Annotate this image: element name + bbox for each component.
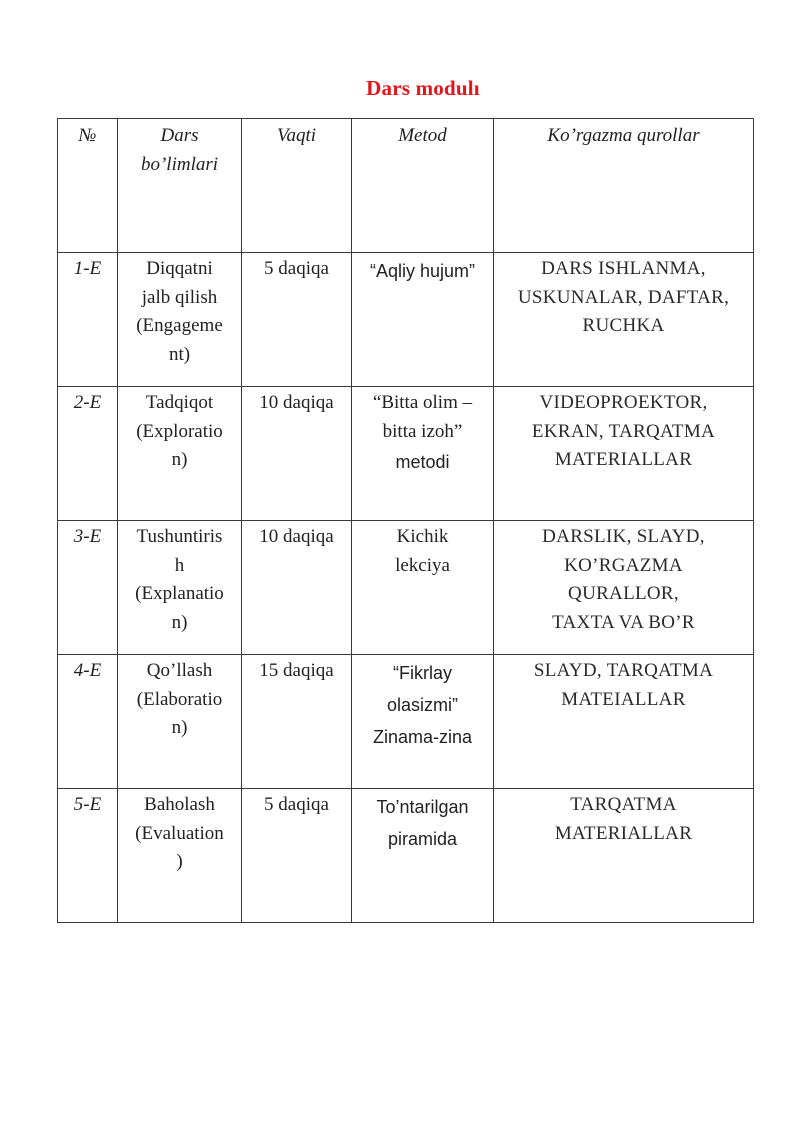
section-cell [118, 387, 242, 521]
table-header-row [58, 119, 754, 253]
document-title: Dars modulı [366, 76, 480, 100]
method-line: Zinama-zina [372, 727, 473, 747]
method-cell [352, 253, 494, 387]
time-cell: 5 daqiqa [242, 253, 352, 387]
method-cell [352, 387, 494, 521]
materials-line: DARSLIK, SLAYD, [542, 526, 705, 547]
section-line: (Engageme [136, 315, 223, 336]
materials-line: USKUNALAR, DAFTAR, [517, 286, 730, 308]
table-row [58, 789, 754, 923]
materials-line: VIDEOPROEKTOR, [539, 392, 708, 413]
materials-cell [494, 387, 754, 521]
method-line: olasizmi” [386, 695, 458, 715]
method-cell [352, 789, 494, 923]
materials-line: RUCHKA [582, 315, 665, 336]
time-cell: 10 daqiqa [242, 521, 352, 655]
header-time: Vaqti [242, 119, 352, 253]
row-number: 3-E [58, 521, 118, 655]
materials-cell [494, 655, 754, 789]
materials-line: TARQATMA [570, 794, 677, 815]
materials-line: QURALLOR, [568, 583, 679, 604]
method-line: Kichik [396, 526, 449, 547]
table-row [58, 521, 754, 655]
lesson-module-table [57, 118, 754, 923]
section-cell [118, 521, 242, 655]
method-cell [352, 521, 494, 655]
table-row [58, 387, 754, 521]
section-line: Qo’llash [146, 660, 213, 681]
materials-cell [494, 253, 754, 387]
section-line: n) [171, 717, 188, 738]
section-line: Baholash [144, 794, 215, 815]
section-line: h [174, 554, 185, 576]
section-line: ) [176, 851, 183, 872]
table-body [58, 253, 754, 923]
method-line: bitta izoh” [382, 420, 463, 442]
section-line: nt) [168, 343, 191, 365]
materials-cell [494, 521, 754, 655]
section-cell [118, 789, 242, 923]
row-number: 4-E [58, 655, 118, 789]
method-line: “Aqliy hujum” [369, 261, 476, 281]
materials-line: SLAYD, TARQATMA [533, 660, 714, 681]
section-cell [118, 655, 242, 789]
method-line: lekciya [395, 554, 450, 576]
section-line: (Exploratio [136, 420, 223, 442]
materials-line: EKRAN, TARQATMA [531, 420, 716, 442]
method-line: metodi [395, 452, 450, 472]
section-line: Tadqiqot [145, 392, 214, 413]
method-line: “Fikrlay [393, 663, 452, 683]
row-number: 2-E [58, 387, 118, 521]
time-cell: 5 daqiqa [242, 789, 352, 923]
method-line: To’ntarilgan [376, 797, 469, 817]
section-line: (Elaboratio [136, 688, 223, 710]
materials-line: TAXTA VA BO’R [552, 611, 695, 633]
section-line: Diqqatni [146, 258, 213, 279]
materials-line: MATEIALLAR [561, 688, 686, 710]
method-cell [352, 655, 494, 789]
table-row [58, 253, 754, 387]
section-line: n) [171, 611, 188, 633]
section-line: jalb qilish [141, 286, 218, 308]
materials-cell [494, 789, 754, 923]
section-line: n) [171, 449, 188, 470]
time-cell: 10 daqiqa [242, 387, 352, 521]
header-sections: Dars bo’limlari [118, 119, 242, 253]
section-line: (Evaluation [135, 822, 224, 844]
section-line: (Explanatio [135, 583, 224, 604]
materials-line: DARS ISHLANMA, [541, 258, 706, 279]
method-line: piramida [387, 829, 458, 849]
row-number: 1-E [58, 253, 118, 387]
header-method: Metod [352, 119, 494, 253]
method-line: “Bitta olim – [372, 392, 473, 413]
time-cell: 15 daqiqa [242, 655, 352, 789]
header-materials: Ko’rgazma qurollar [494, 119, 754, 253]
materials-line: MATERIALLAR [554, 822, 693, 844]
materials-line: MATERIALLAR [554, 449, 693, 470]
table-row [58, 655, 754, 789]
section-line: Tushuntiris [136, 526, 223, 547]
section-cell [118, 253, 242, 387]
row-number: 5-E [58, 789, 118, 923]
header-number: № [58, 119, 118, 253]
materials-line: KO’RGAZMA [564, 554, 683, 576]
